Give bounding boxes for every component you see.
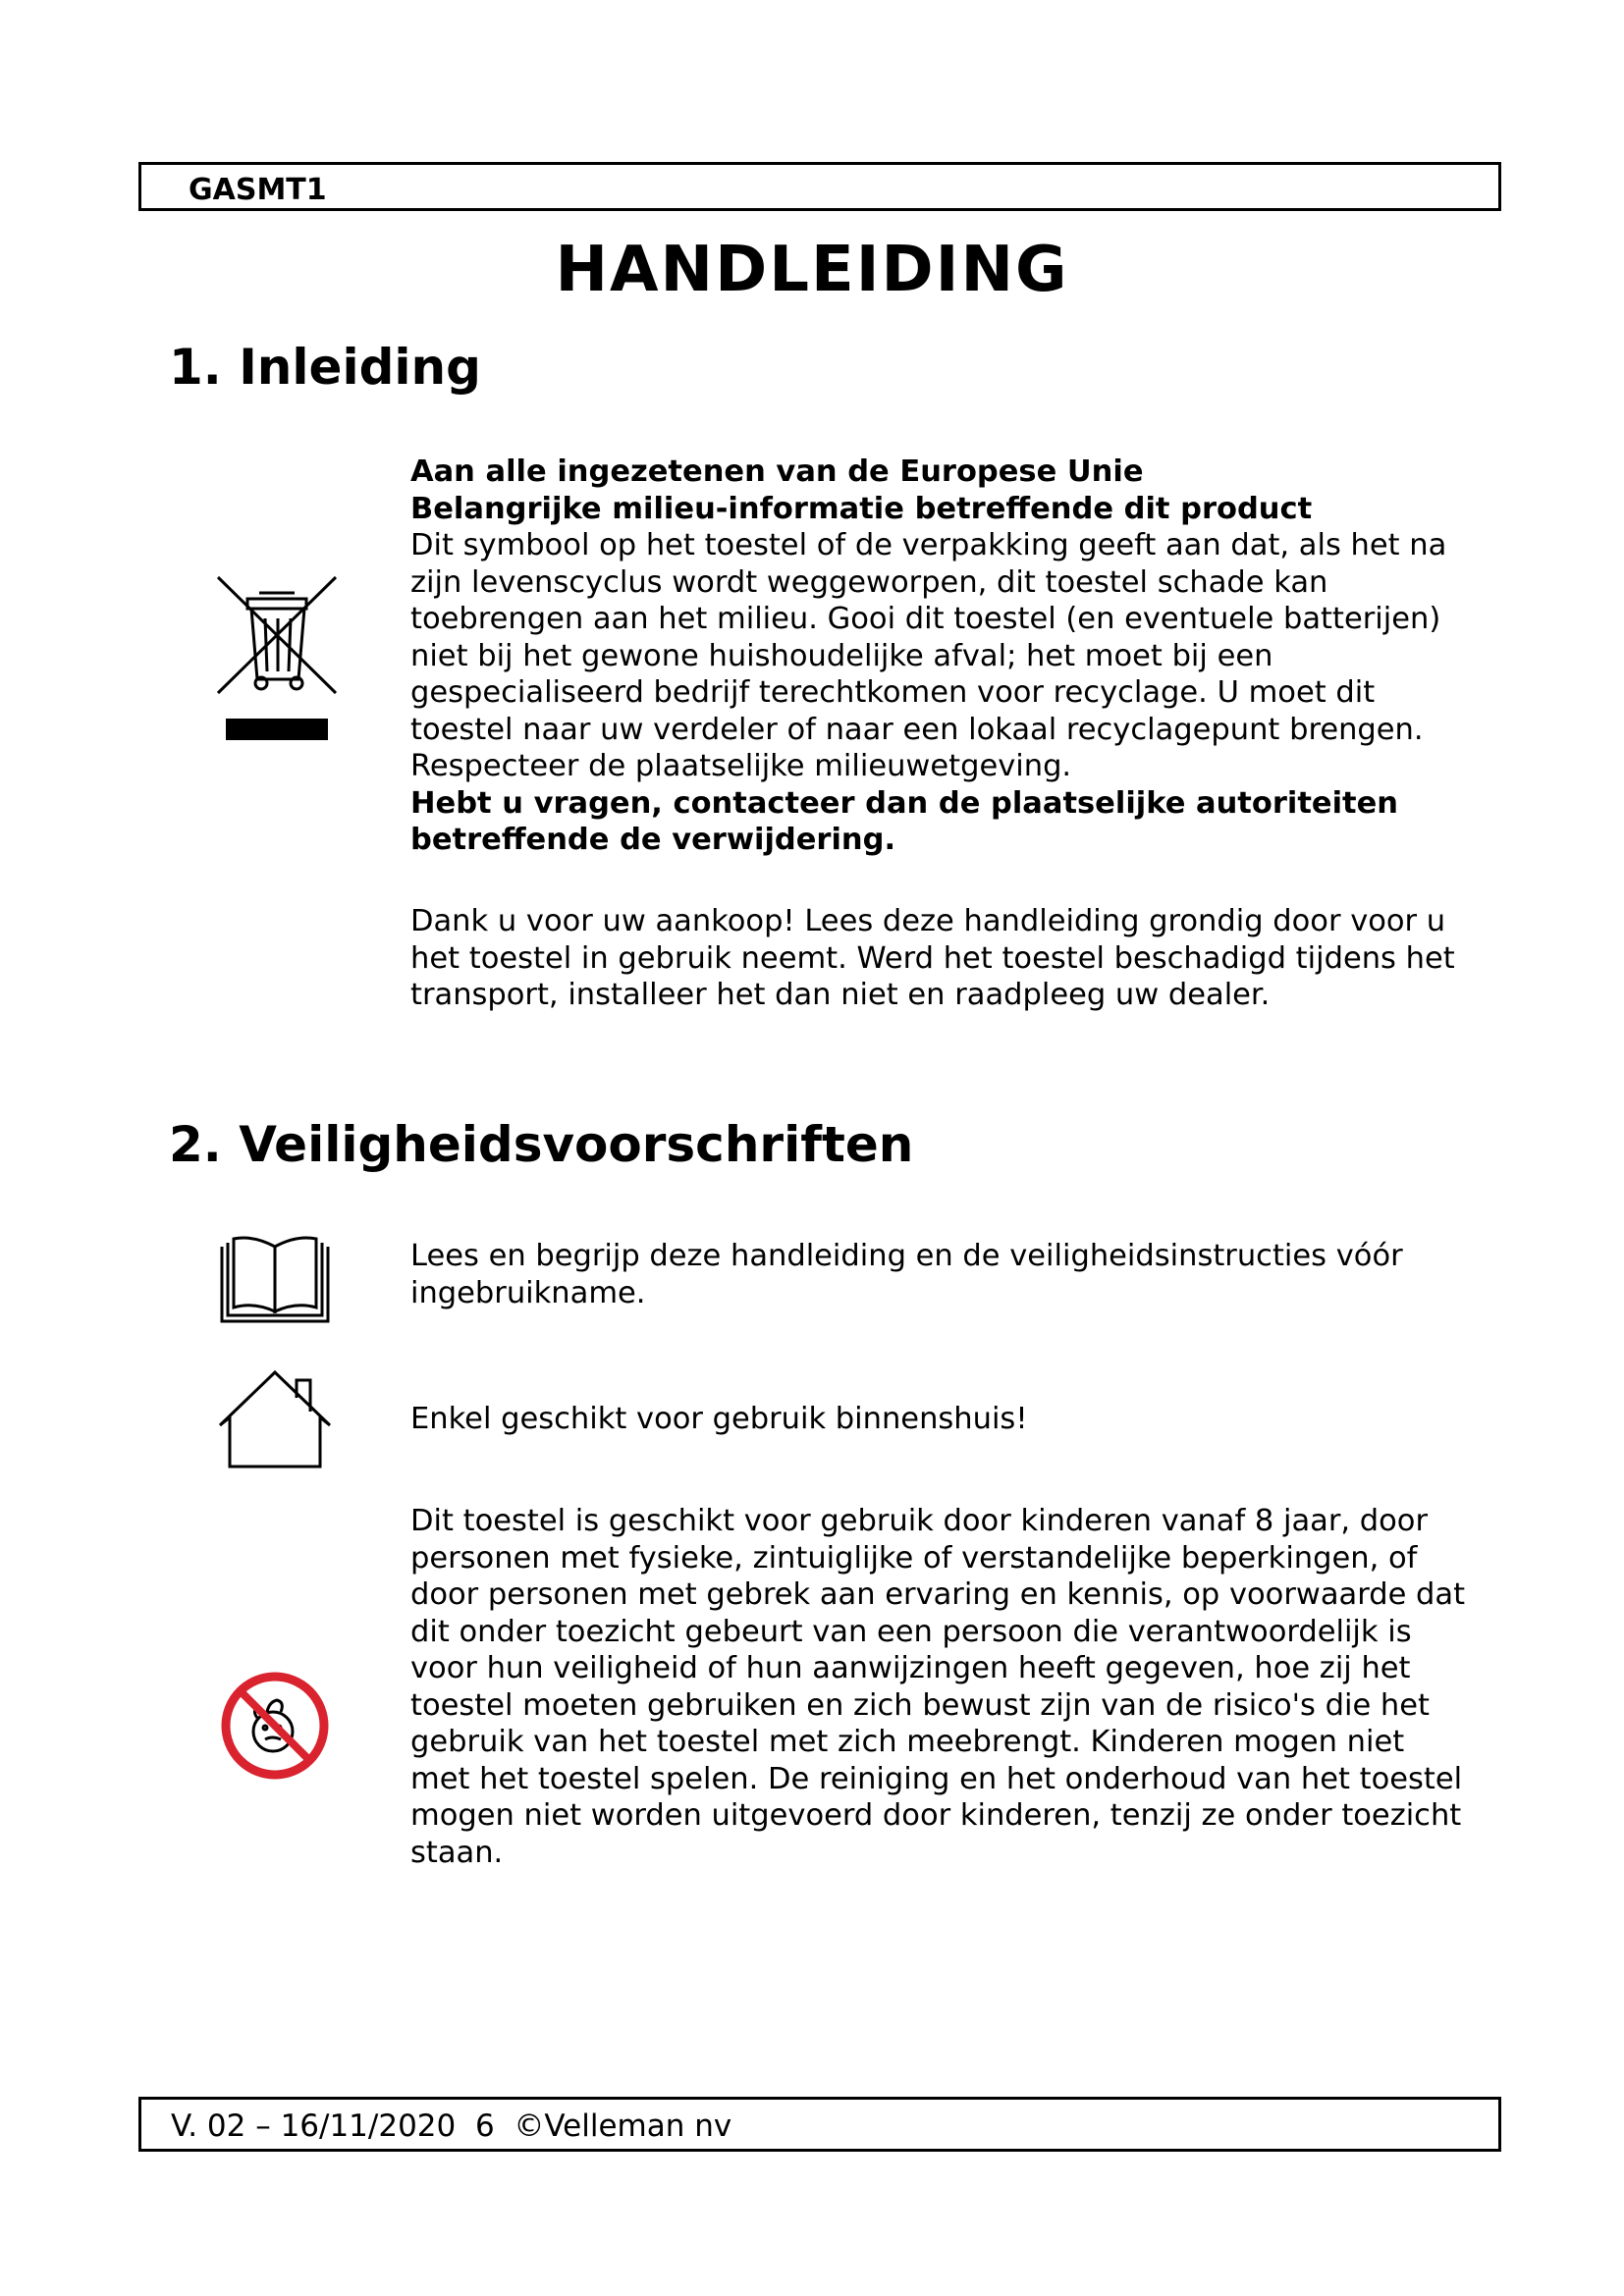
model-number: GASMT1 — [189, 173, 327, 207]
section-heading-inleiding: 1. Inleiding — [169, 339, 481, 396]
safety-item-indoor: Enkel geschikt voor gebruik binnenshuis! — [410, 1402, 1028, 1436]
footer-box — [138, 2097, 1501, 2152]
manual-book-icon — [218, 1233, 332, 1325]
notice-bold-line-2: Belangrijke milieu-informatie betreffende dit product — [410, 491, 1313, 526]
no-children-icon — [218, 1669, 332, 1783]
safety-item-manual: Lees en begrijp deze handleiding en de veiligheidsinstructies vóór ingebruikname. — [410, 1239, 1403, 1310]
notice-body: Dit symbool op het toestel of de verpakking geeft aan dat, als het na zijn levenscyclus wordt weggeworpen, dit toestel schade kan toebrengen aan het milieu. Gooi dit toestel (en eventuele batterijen) niet bij het gewone huishoudelijke afval; het moet bij een gespecialiseerd bedrijf terechtkomen voor recyclage. U moet dit toestel naar uw verdeler of naar een lokaal recyclagepunt brengen. Respecteer de plaatselijke milieuwetgeving. — [410, 528, 1447, 783]
safety-item-children: Dit toestel is geschikt voor gebruik door kinderen vanaf 8 jaar, door personen met fysieke, zintuiglijke of verstandelijke beperkingen, of door personen met gebrek aan ervaring en kennis, op voorwaarde dat dit onder toezicht gebeurt van een persoon die verantwoordelijk is voor hun veiligheid of hun aanwijzingen heeft gegeven, hoe zij het toestel moeten gebruiken en zich bewust zijn van de risico's die het gebruik van het toestel met zich meebrengt. Kinderen mogen niet met het toestel spelen. De reiniging en het onderhoud van het toestel mogen niet worden uitgevoerd door kinderen, tenzij ze onder toezicht staan. — [410, 1504, 1466, 1870]
document-title: HANDLEIDING — [555, 234, 1069, 306]
header-box — [138, 162, 1501, 211]
weee-crossed-bin-icon — [214, 571, 340, 748]
indoor-house-icon — [218, 1368, 332, 1472]
footer-version-text: V. 02 – 16/11/2020 6 ©Velleman nv — [171, 2109, 732, 2144]
eu-environment-notice — [410, 454, 1471, 859]
thank-you-paragraph: Dank u voor uw aankoop! Lees deze handleiding grondig door voor u het toestel in gebruik neemt. Werd het toestel beschadigd tijdens het transport, installeer het dan niet en raadpleeg uw dealer. — [410, 904, 1455, 1012]
notice-bold-line-1: Aan alle ingezetenen van de Europese Unie — [410, 454, 1144, 489]
notice-bold-closing: Hebt u vragen, contacteer dan de plaatselijke autoriteiten betreffende de verwijdering. — [410, 785, 1399, 857]
section-heading-veiligheidsvoorschriften: 2. Veiligheidsvoorschriften — [169, 1116, 914, 1173]
